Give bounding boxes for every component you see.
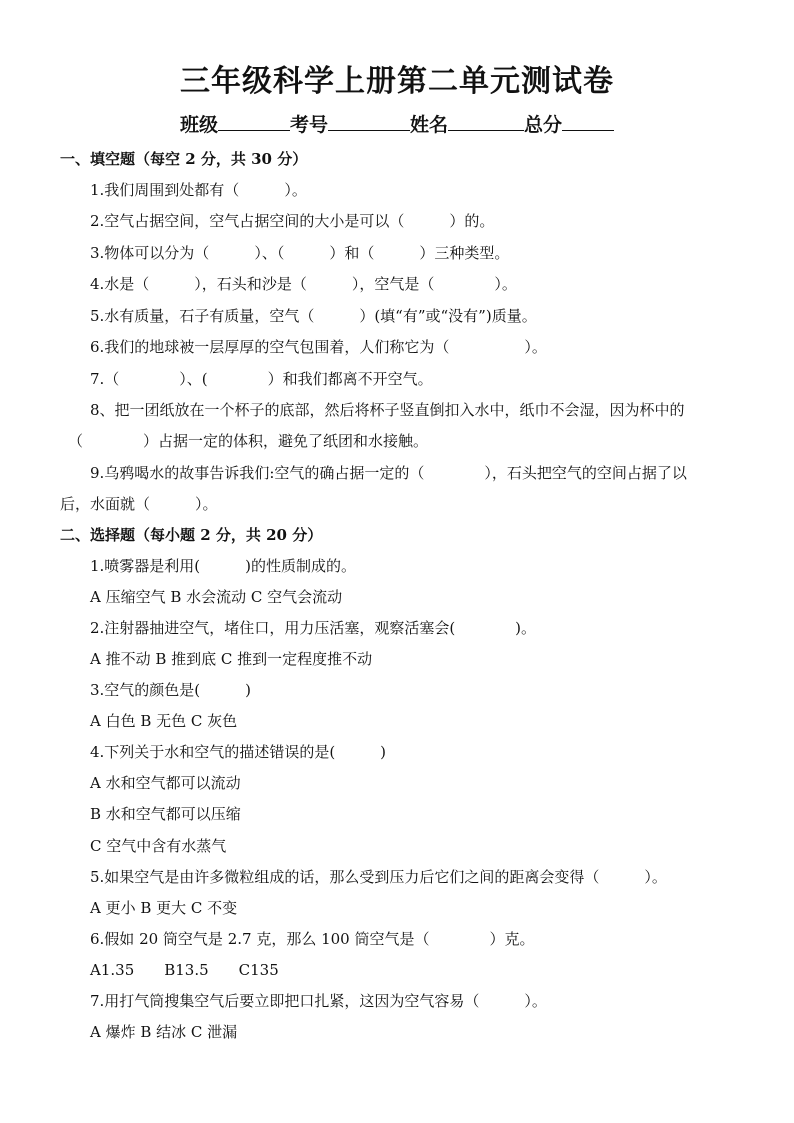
question-text-continued: （ ）占据一定的体积，避免了纸团和水接触。 <box>68 432 429 450</box>
total-blank <box>562 110 614 131</box>
question-text: 4.水是（ ），石头和沙是（ ），空气是（ ）。 <box>90 275 517 293</box>
question-text: 1.我们周围到处都有（ ）。 <box>90 181 307 199</box>
name-label: 姓名 <box>410 114 449 136</box>
question-text: 3.空气的颜色是( ) <box>90 681 252 699</box>
question-text: 5.如果空气是由许多微粒组成的话，那么受到压力后它们之间的距离会变得（ ）。 <box>90 868 667 886</box>
question-text: 6.假如 20 筒空气是 2.7 克，那么 100 筒空气是（ ）克。 <box>90 930 535 948</box>
class-label: 班级 <box>179 114 218 136</box>
exam-no-blank <box>328 110 410 131</box>
question-text: 9.乌鸦喝水的故事告诉我们:空气的确占据一定的（ ），石头把空气的空间占据了以 <box>90 464 687 482</box>
question-text: 8、把一团纸放在一个杯子的底部，然后将杯子竖直倒扣入水中，纸巾不会湿，因为杯中的 <box>90 401 685 419</box>
question-options: A 压缩空气 B 水会流动 C 空气会流动 <box>90 588 343 606</box>
question-option: A 水和空气都可以流动 <box>90 774 241 792</box>
question-text: 2.注射器抽进空气，堵住口，用力压活塞，观察活塞会( )。 <box>90 619 537 637</box>
question-text: 2.空气占据空间，空气占据空间的大小是可以（ ）的。 <box>90 212 495 230</box>
question-options: A 白色 B 无色 C 灰色 <box>90 712 238 730</box>
question-options: A 更小 B 更大 C 不变 <box>90 899 238 917</box>
question-option: B 水和空气都可以压缩 <box>90 805 241 823</box>
class-blank <box>218 110 290 131</box>
question-text: 5.水有质量，石子有质量，空气（ ）(填“有”或“没有”)质量。 <box>90 307 537 325</box>
section-heading-choice: 二、选择题（每小题 2 分，共 20 分） <box>60 526 323 544</box>
question-text: 4.下列关于水和空气的描述错误的是( ) <box>90 743 387 761</box>
question-text-continued: 后，水面就（ ）。 <box>60 495 218 513</box>
question-text: 7.用打气筒搜集空气后要立即把口扎紧，这因为空气容易（ ）。 <box>90 992 547 1010</box>
question-options: A 推不动 B 推到底 C 推到一定程度推不动 <box>90 650 373 668</box>
page-title: 三年级科学上册第二单元测试卷 <box>180 64 614 99</box>
question-text: 3.物体可以分为（ ）、（ ）和（ ）三种类型。 <box>90 244 510 262</box>
question-options: A 爆炸 B 结冰 C 泄漏 <box>90 1023 238 1041</box>
section-heading-fill-blank: 一、填空题（每空 2 分，共 30 分） <box>60 150 308 168</box>
question-option: C 空气中含有水蒸气 <box>90 837 227 855</box>
question-options: A1.35 B13.5 C135 <box>90 961 279 979</box>
student-info-line <box>0 110 794 139</box>
total-label: 总分 <box>524 114 563 136</box>
question-text: 7.（ ）、( ）和我们都离不开空气。 <box>90 370 433 388</box>
question-text: 6.我们的地球被一层厚厚的空气包围着，人们称它为（ ）。 <box>90 338 547 356</box>
name-blank <box>448 110 524 131</box>
question-text: 1.喷雾器是利用( )的性质制成的。 <box>90 557 357 575</box>
exam-no-label: 考号 <box>289 114 328 136</box>
